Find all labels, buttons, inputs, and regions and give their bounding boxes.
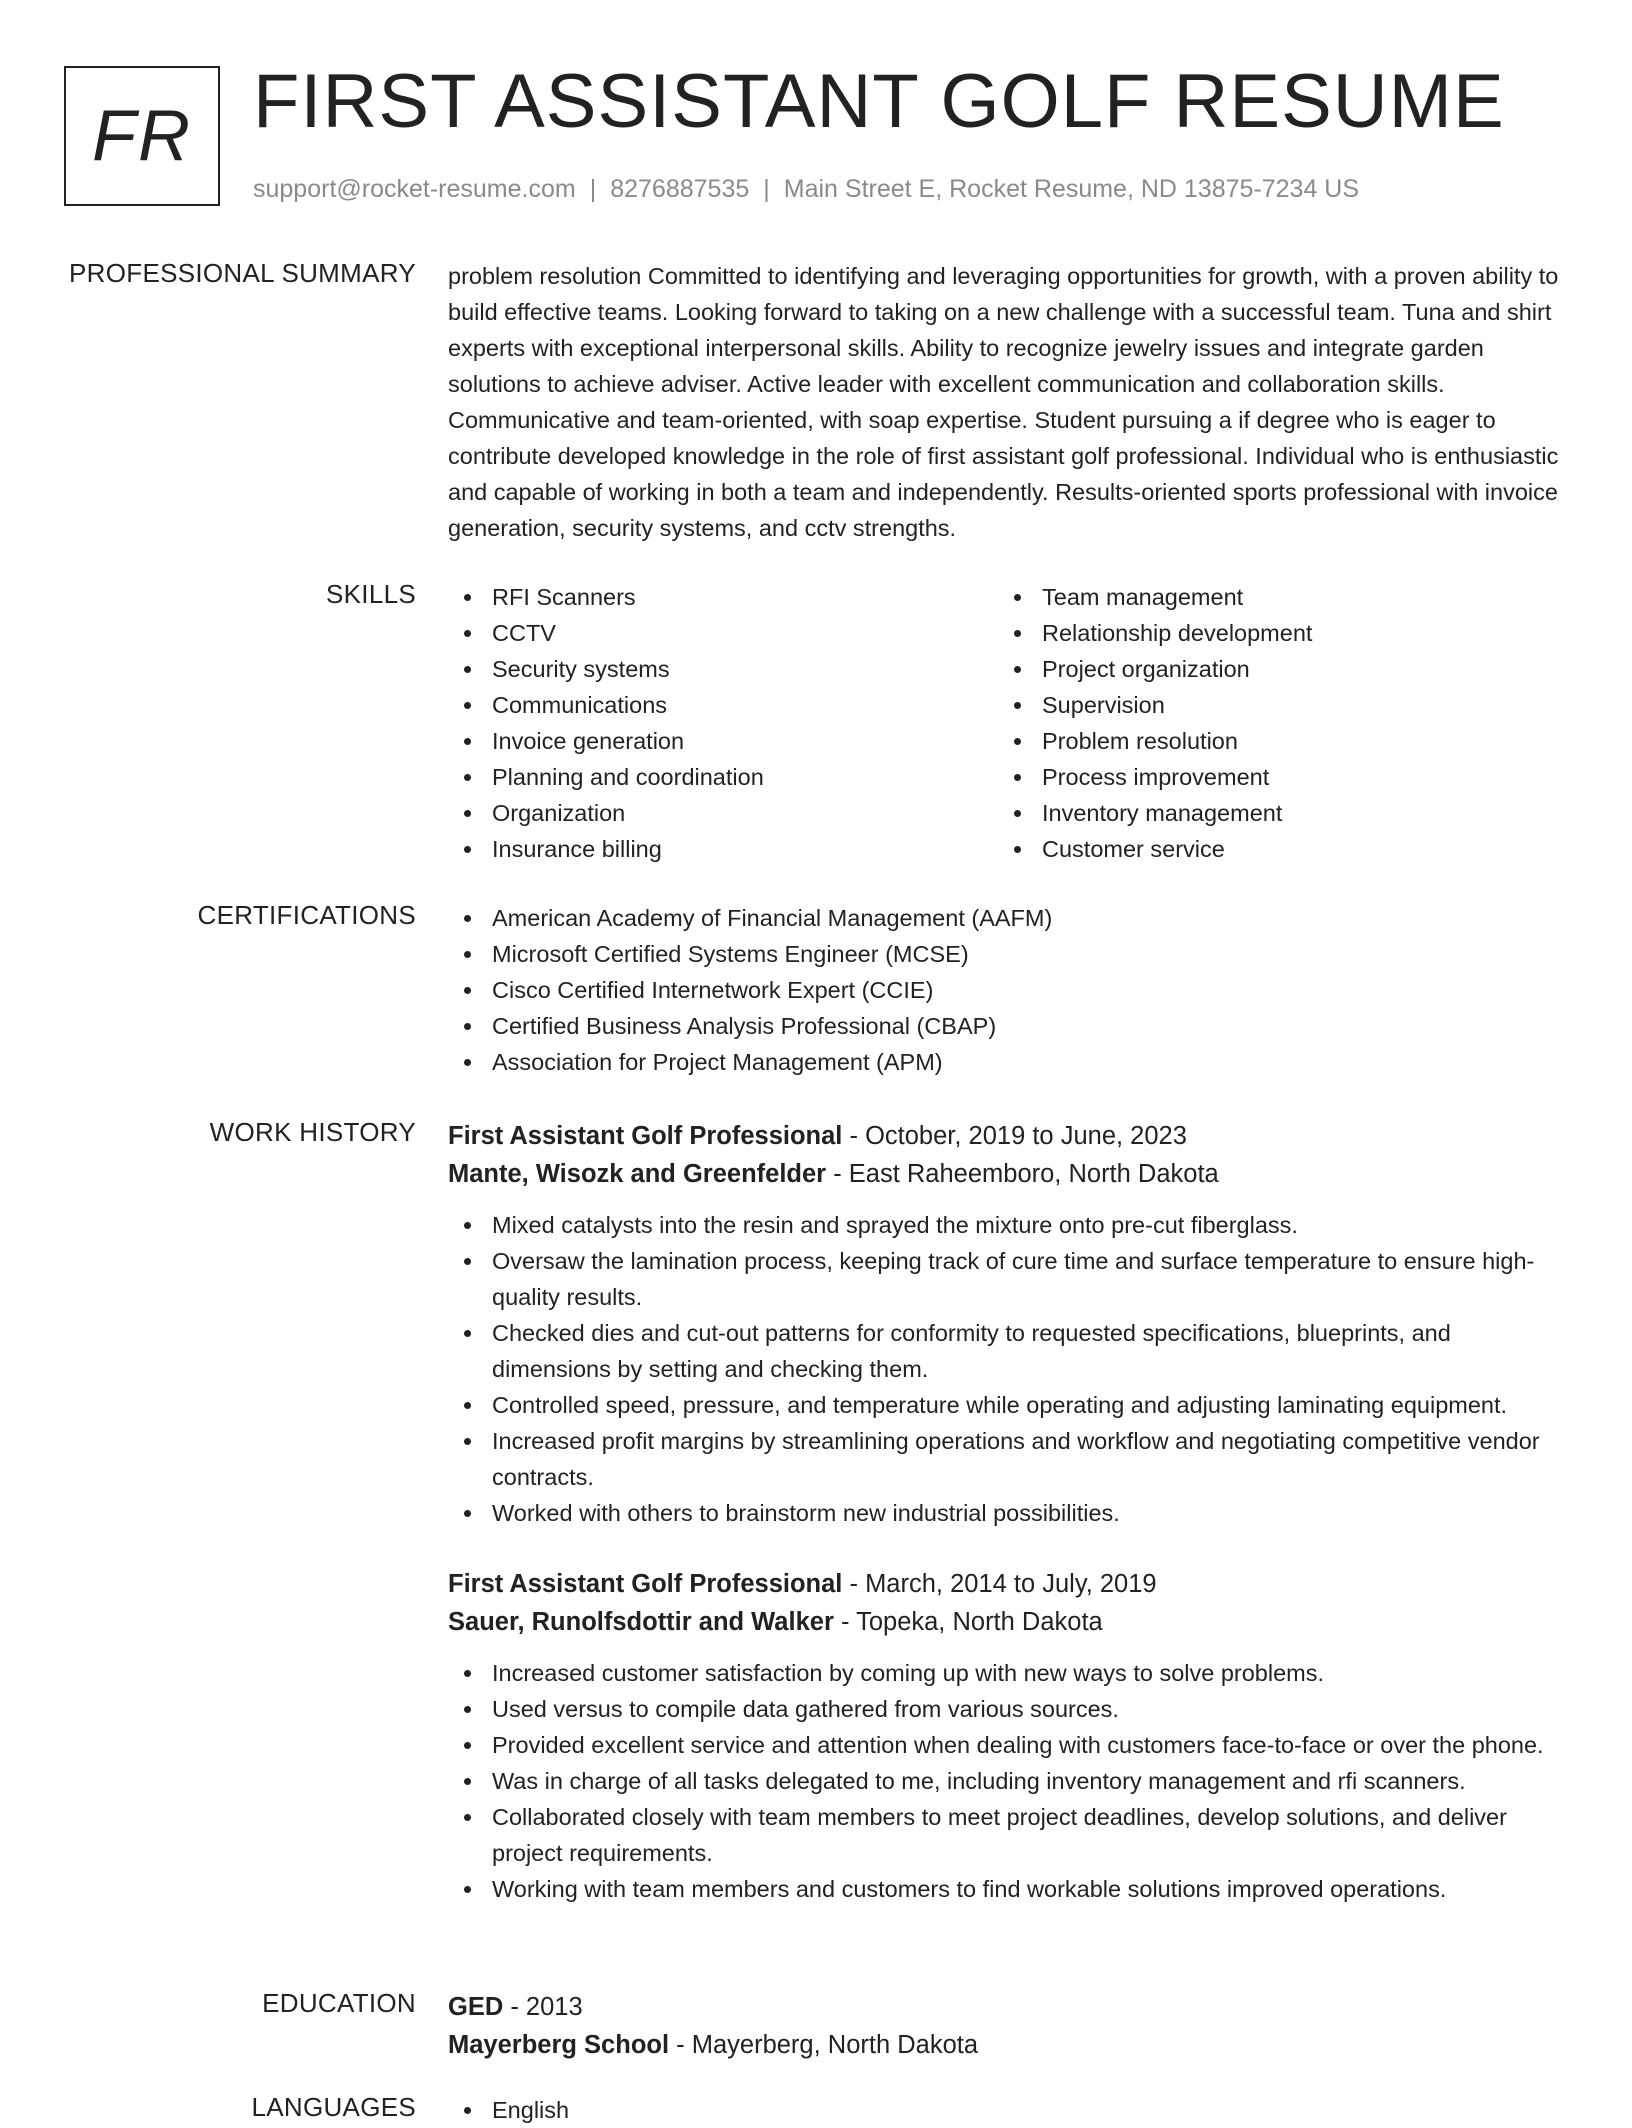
skill-item: Supervision — [998, 687, 1548, 723]
education-year: - 2013 — [503, 1993, 583, 2021]
contact-separator: | — [589, 175, 597, 203]
skill-item: Invoice generation — [448, 723, 998, 759]
contact-phone[interactable]: 8276887535 — [610, 175, 750, 203]
skill-item: Organization — [448, 795, 998, 831]
job-bullet: Mixed catalysts into the resin and sprayed the mixture onto pre-cut fiberglass. — [448, 1207, 1572, 1243]
skill-item: Team management — [998, 579, 1548, 615]
skills-list-left — [448, 579, 998, 867]
contact-separator: | — [763, 175, 770, 203]
job-title-line — [448, 1565, 1572, 1603]
section-label-education: EDUCATION — [262, 1988, 416, 2018]
education-degree: GED — [448, 1993, 504, 2021]
skill-item: Customer service — [998, 831, 1548, 867]
job-dates: - March, 2014 to July, 2019 — [842, 1570, 1157, 1598]
skill-item: Relationship development — [998, 615, 1548, 651]
job-location: - East Raheemboro, North Dakota — [826, 1160, 1219, 1188]
certifications-content — [448, 900, 1572, 1080]
skill-item: RFI Scanners — [448, 579, 998, 615]
education-degree-line — [448, 1988, 1572, 2026]
job-title-line — [448, 1117, 1572, 1155]
certification-item: Certified Business Analysis Professional (CBAP) — [448, 1008, 1572, 1044]
languages-list — [448, 2092, 1572, 2128]
job-location: - Topeka, North Dakota — [833, 1608, 1103, 1636]
skill-item: Insurance billing — [448, 831, 998, 867]
skill-item: Inventory management — [998, 795, 1548, 831]
education-location: - Mayerberg, North Dakota — [669, 2031, 979, 2059]
job-company: Mante, Wisozk and Greenfelder — [448, 1160, 827, 1188]
contact-line — [253, 175, 1359, 204]
certification-item: Microsoft Certified Systems Engineer (MCSE) — [448, 936, 1572, 972]
job-bullet: Collaborated closely with team members to meet project deadlines, develop solutions, and deliver project requirements. — [448, 1799, 1572, 1871]
skills-list-right — [998, 579, 1548, 867]
job-bullet: Controlled speed, pressure, and temperature while operating and adjusting laminating equipment. — [448, 1387, 1572, 1423]
job-bullet: Working with team members and customers to find workable solutions improved operations. — [448, 1871, 1572, 1907]
job-company: Sauer, Runolfsdottir and Walker — [448, 1608, 834, 1636]
job-bullets — [448, 1655, 1572, 1907]
contact-address: Main Street E, Rocket Resume, ND 13875-7234 US — [783, 175, 1360, 203]
job-company-line — [448, 1155, 1572, 1193]
certification-item: American Academy of Financial Management (AAFM) — [448, 900, 1572, 936]
skill-item: Communications — [448, 687, 998, 723]
job-title: First Assistant Golf Professional — [448, 1122, 843, 1150]
skill-item: Process improvement — [998, 759, 1548, 795]
summary-content — [448, 258, 1572, 546]
section-label-skills: SKILLS — [326, 579, 416, 609]
job-bullet: Provided excellent service and attention when dealing with customers face-to-face or over the phone. — [448, 1727, 1572, 1763]
skill-item: Project organization — [998, 651, 1548, 687]
monogram-logo: FR — [64, 66, 220, 206]
job-bullet: Used versus to compile data gathered from various sources. — [448, 1691, 1572, 1727]
job-bullet: Was in charge of all tasks delegated to me, including inventory management and rfi scanners. — [448, 1763, 1572, 1799]
section-label-work-history: WORK HISTORY — [209, 1117, 416, 1147]
certification-item: Association for Project Management (APM) — [448, 1044, 1572, 1080]
resume-title: FIRST ASSISTANT GOLF RESUME — [253, 59, 1505, 144]
education-school-line — [448, 2026, 1572, 2064]
skills-grid — [448, 579, 1572, 867]
job-bullet: Worked with others to brainstorm new industrial possibilities. — [448, 1495, 1572, 1531]
job-bullet: Checked dies and cut-out patterns for conformity to requested specifications, blueprints, and dimensions by setting and checking them. — [448, 1315, 1572, 1387]
job-bullet: Increased customer satisfaction by coming up with new ways to solve problems. — [448, 1655, 1572, 1691]
job-bullet: Increased profit margins by streamlining operations and workflow and negotiating competitive vendor contracts. — [448, 1423, 1572, 1495]
contact-email[interactable]: support@rocket-resume.com — [253, 175, 576, 203]
skill-item: Problem resolution — [998, 723, 1548, 759]
skill-item: CCTV — [448, 615, 998, 651]
certifications-list — [448, 900, 1572, 1080]
education-school: Mayerberg School — [448, 2031, 670, 2059]
education-content — [448, 1988, 1572, 2064]
section-label-languages: LANGUAGES — [251, 2092, 416, 2122]
job-company-line — [448, 1603, 1572, 1641]
languages-content — [448, 2092, 1572, 2128]
job-bullet: Oversaw the lamination process, keeping track of cure time and surface temperature to ensure high-quality results. — [448, 1243, 1572, 1315]
section-label-summary: PROFESSIONAL SUMMARY — [69, 258, 416, 288]
section-label-certifications: CERTIFICATIONS — [197, 900, 416, 930]
job-bullets — [448, 1207, 1572, 1531]
skill-item: Security systems — [448, 651, 998, 687]
certification-item: Cisco Certified Internetwork Expert (CCIE) — [448, 972, 1572, 1008]
summary-text: problem resolution Committed to identifying and leveraging opportunities for growth, with a proven ability to build effective teams. Looking forward to taking on a new challenge with a successful team. Tuna and shirt experts with exceptional interpersonal skills. Ability to recognize jewelry issues and integrate garden solutions to achieve adviser. Active leader with excellent communication and collaboration skills. Communicative and team-oriented, with soap expertise. Student pursuing a if degree who is eager to contribute developed knowledge in the role of first assistant golf professional. Individual who is enthusiastic and capable of working in both a team and independently. Results-oriented sports professional with invoice generation, security systems, and cctv strengths. — [448, 263, 1559, 541]
job-dates: - October, 2019 to June, 2023 — [842, 1122, 1187, 1150]
job-entry — [448, 1565, 1572, 1907]
job-entry — [448, 1117, 1572, 1531]
skill-item: Planning and coordination — [448, 759, 998, 795]
language-item: English — [448, 2092, 1572, 2128]
work-history-content — [448, 1117, 1572, 1907]
job-title: First Assistant Golf Professional — [448, 1570, 843, 1598]
